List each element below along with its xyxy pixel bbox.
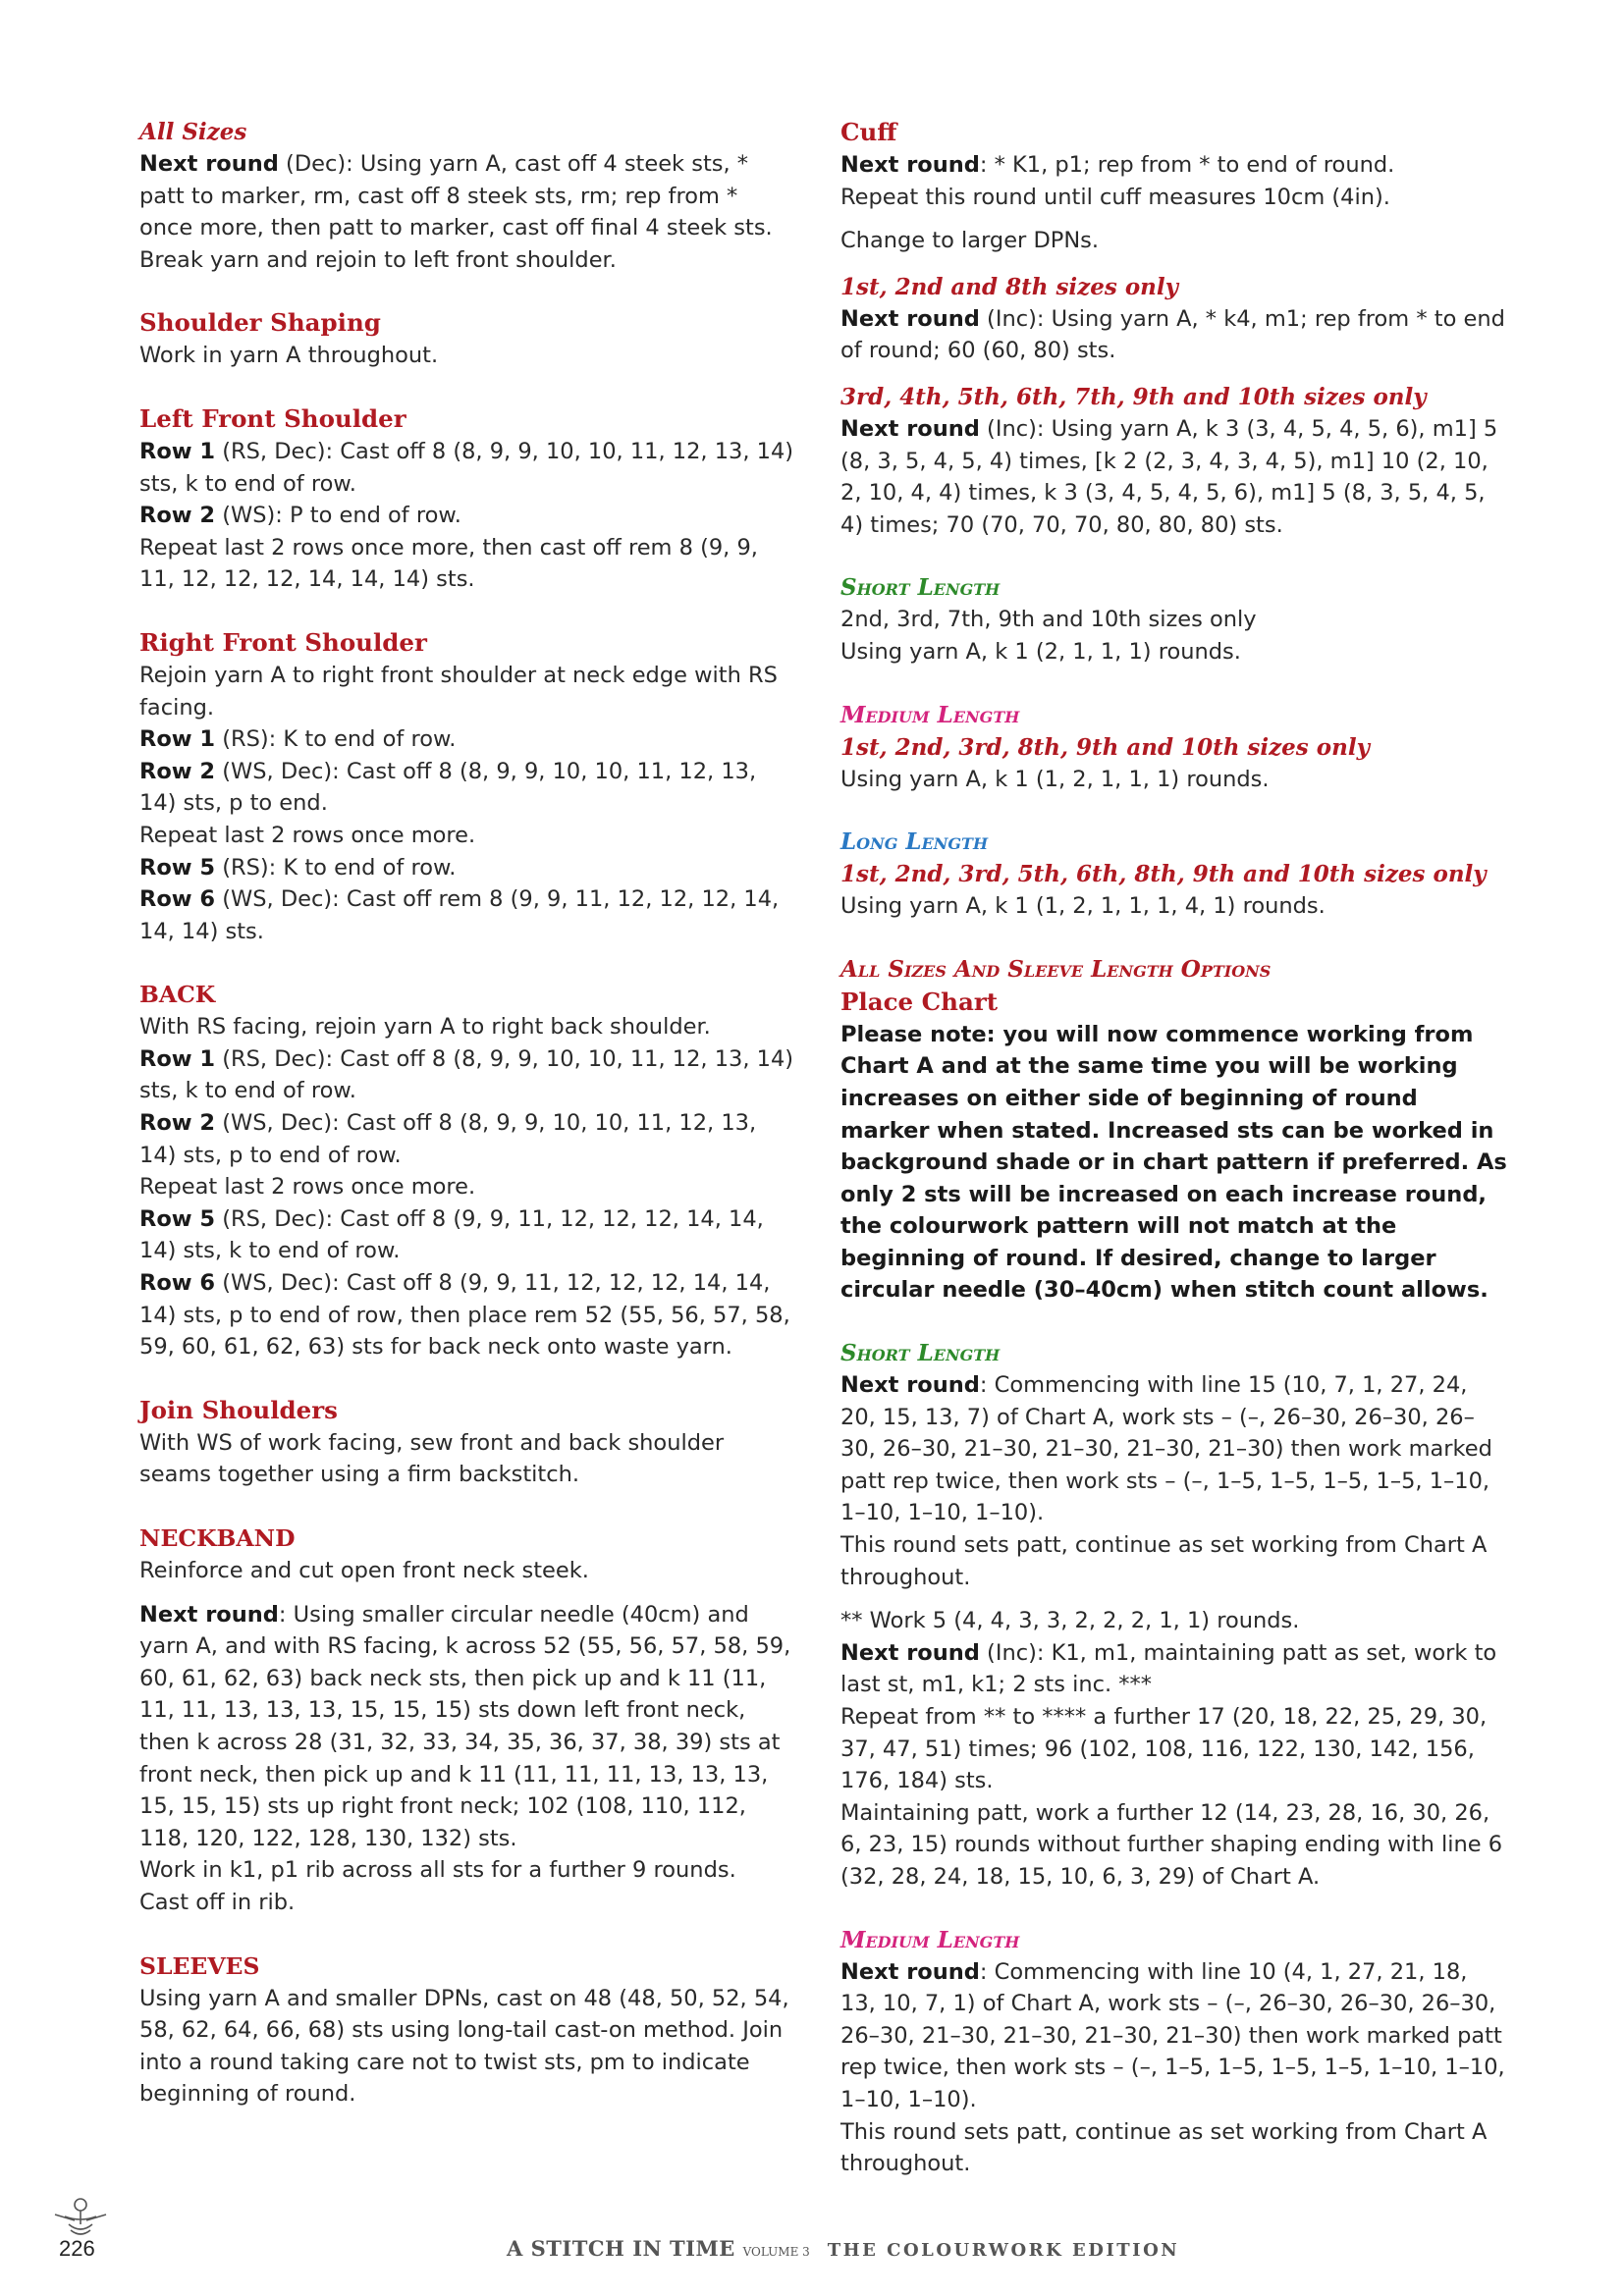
heading-left-front-shoulder: Left Front Shoulder [139,403,406,433]
knitting-figure-icon [41,2195,120,2240]
heading-short-length: Short Length [840,574,1001,602]
note-paragraph: Please note: you will now commence working from Chart A and at the same time you will be working increases on either side of beginning of round marker when stated. Increased sts can be worked in background shade or in chart pattern if preferred. As only 2 sts will be increased on each increase round, the colourwork pattern will not match at the beginning of round. If desired, change to larger circular needle (30–40cm) when stitch count allows. [840,1021,1507,1304]
instruction-line: Next round (Inc): K1, m1, maintaining patt as set, work to last st, m1, k1; 2 sts inc. *** [840,1639,1497,1698]
instruction-line: Repeat last 2 rows once more. [139,822,476,848]
heading-sleeves: SLEEVES [139,1951,260,1980]
instruction-line: Next round (Dec): Using yarn A, cast off 4 steek sts, * patt to marker, rm, cast off 8 steek sts, rm; rep from * once more, then patt to marker, cast off final 4 steek sts. Break yarn and rejoin to left front shoulder. [139,151,773,273]
heading-shoulder-shaping: Shoulder Shaping [139,308,381,338]
section-shoulder-shaping [139,306,797,372]
instruction-line: Repeat last 2 rows once more. [139,1174,476,1201]
instruction-line: Repeat from ** to **** a further 17 (20, 18, 22, 25, 29, 30, 37, 47, 51) times; 96 (102, 108, 116, 122, 130, 142, 156, 176, 184) sts. [840,1704,1488,1794]
section-neckband [139,1522,797,1919]
instruction-line: Row 2 (WS, Dec): Cast off 8 (8, 9, 9, 10, 10, 11, 12, 13, 14) sts, p to end. [139,758,757,817]
section-sizes-b [840,381,1508,541]
instruction-line: Next round (Inc): Using yarn A, k 3 (3, 4, 5, 4, 5, 6), m1] 5 (8, 3, 5, 4, 5, 4) times, [k 2 (2, 3, 4, 3, 4, 5), m1] 10 (2, 10, 2, 10, 4, 4) times, k 3 (3, 4, 5, 4, 5, 6), m1] 5 (8, 3, 5, 4, 5, 4) times; 70 (70, 70, 70, 80, 80, 80) sts. [840,415,1498,538]
instruction-line: Repeat this round until cuff measures 10cm (4in). [840,184,1390,210]
instruction-line: Row 2 (WS, Dec): Cast off 8 (8, 9, 9, 10, 10, 11, 12, 13, 14) sts, p to end of row. [139,1110,757,1168]
instruction-line: 2nd, 3rd, 7th, 9th and 10th sizes only [840,607,1257,633]
heading-sizes-b: 3rd, 4th, 5th, 6th, 7th, 9th and 10th sizes only [840,383,1427,410]
section-short-length-1 [840,571,1508,667]
heading-long-sizes: 1st, 2nd, 3rd, 5th, 6th, 8th, 9th and 10th sizes only [840,861,1487,888]
instruction-line: With WS of work facing, sew front and back shoulder seams together using a firm backstitch. [139,1429,725,1488]
heading-cuff: Cuff [840,118,897,146]
instruction-line: ** Work 5 (4, 4, 3, 3, 2, 2, 2, 1, 1) rounds. [840,1608,1300,1634]
instruction-line: Row 5 (RS): K to end of row. [139,854,457,881]
instruction-line: Next round: Commencing with line 15 (10, 7, 1, 27, 24, 20, 15, 13, 7) of Chart A, work sts – (–, 26–30, 26–30, 26–30, 26–30, 21–30, 21–30, 21–30, 21–30) then work marked patt rep twice, then work sts – (–, 1–5, 1–5, 1–5, 1–5, 1–10, 1–10, 1–10, 1–10). [840,1372,1492,1526]
section-all-sizes [139,116,797,276]
instruction-line: Row 6 (WS, Dec): Cast off 8 (9, 9, 11, 12, 12, 12, 14, 14, 14) sts, p to end of row, then place rem 52 (55, 56, 57, 58, 59, 60, 61, 62, 63) sts for back neck onto waste yarn. [139,1270,790,1361]
section-short-length-2 [840,1337,1508,1894]
instruction-line: Row 6 (WS, Dec): Cast off rem 8 (9, 9, 11, 12, 12, 12, 14, 14, 14) sts. [139,886,780,944]
book-title: A STITCH IN TIME VOLUME 3 THE COLOURWORK EDITION [507,2236,1180,2261]
section-sleeves [139,1949,797,2110]
heading-long-length: Long Length [840,828,989,856]
instruction-line: Row 5 (RS, Dec): Cast off 8 (9, 9, 11, 12, 12, 12, 14, 14, 14) sts, k to end of row. [139,1205,764,1264]
section-medium-length-2 [840,1924,1508,2180]
heading-medium-length: Medium Length [840,1926,1020,1953]
instruction-line: Maintaining patt, work a further 12 (14, 23, 28, 16, 30, 26, 6, 23, 15) rounds without further shaping ending with line 6 (32, 28, 24, 18, 15, 10, 6, 3, 29) of Chart A. [840,1799,1503,1890]
instruction-line: With RS facing, rejoin yarn A to right back shoulder. [139,1014,711,1041]
instruction-line: Reinforce and cut open front neck steek. [139,1558,589,1583]
instruction-line: Using yarn A and smaller DPNs, cast on 48 (48, 50, 52, 54, 58, 62, 64, 66, 68) sts using long-tail cast-on method. Join into a round taking care not to twist sts, pm to indicate beginning of round. [139,1985,789,2108]
instruction-line: Change to larger DPNs. [840,228,1100,254]
section-cuff [840,116,1508,257]
heading-join-shoulders: Join Shoulders [139,1395,338,1424]
section-long-length [840,826,1508,923]
instruction-line: Work in yarn A throughout. [139,343,439,369]
instruction-line: Row 1 (RS, Dec): Cast off 8 (8, 9, 9, 10, 10, 11, 12, 13, 14) sts, k to end of row. [139,1045,794,1104]
heading-medium-length: Medium Length [840,701,1020,728]
section-left-front-shoulder [139,402,797,596]
instruction-line: This round sets patt, continue as set working from Chart A throughout. [840,1532,1488,1590]
heading-all-sizes-sleeve: All Sizes And Sleeve Length Options [840,955,1272,983]
heading-all-sizes: All Sizes [139,119,247,145]
section-all-sizes-sleeve [840,953,1508,1307]
instruction-line: This round sets patt, continue as set working from Chart A throughout. [840,2118,1488,2177]
left-column [139,116,797,2141]
heading-place-chart: Place Chart [840,987,999,1016]
instruction-line: Row 1 (RS): K to end of row. [139,726,457,753]
instruction-line: Next round: Commencing with line 10 (4, 1, 27, 21, 18, 13, 10, 7, 1) of Chart A, work sts – (–, 26–30, 26–30, 26–30, 26–30, 21–30, 21–30, 21–30, 21–30) then work marked patt rep twice, then work sts – (–, 1–5, 1–5, 1–5, 1–5, 1–10, 1–10, 1–10, 1–10). [840,1958,1505,2112]
instruction-line: Rejoin yarn A to right front shoulder at neck edge with RS facing. [139,662,778,721]
instruction-line: Next round: Using smaller circular needle (40cm) and yarn A, and with RS facing, k across 52 (55, 56, 57, 58, 59, 60, 61, 62, 63) back neck sts, then pick up and k 11 (11, 11, 11, 13, 13, 13, 15, 15, 15) sts down left front neck, then k across 28 (31, 32, 33, 34, 35, 36, 37, 38, 39) sts at front neck, then pick up and k 11 (11, 11, 11, 13, 13, 13, 15, 15, 15) sts up right front neck; 102 (108, 110, 112, 118, 120, 122, 128, 130, 132) sts. [139,1601,791,1851]
instruction-line: Next round (Inc): Using yarn A, * k4, m1; rep from * to end of round; 60 (60, 80) sts. [840,305,1505,364]
section-join-shoulders [139,1394,797,1491]
section-medium-length-1 [840,699,1508,796]
instruction-line: Using yarn A, k 1 (2, 1, 1, 1) rounds. [840,638,1241,665]
instruction-line: Next round: * K1, p1; rep from * to end of round. [840,152,1395,178]
instruction-line: Using yarn A, k 1 (1, 2, 1, 1, 1) rounds. [840,766,1270,792]
heading-right-front-shoulder: Right Front Shoulder [139,627,427,657]
section-right-front-shoulder [139,626,797,947]
instruction-line: Row 2 (WS): P to end of row. [139,503,461,529]
heading-sizes-a: 1st, 2nd and 8th sizes only [840,273,1178,300]
instruction-line: Using yarn A, k 1 (1, 2, 1, 1, 1, 4, 1) rounds. [840,893,1326,920]
heading-short-length: Short Length [840,1340,1001,1367]
heading-neckband: NECKBAND [139,1524,296,1552]
right-column [840,116,1508,2211]
instruction-line: Row 1 (RS, Dec): Cast off 8 (8, 9, 9, 10, 10, 11, 12, 13, 14) sts, k to end of row. [139,438,794,497]
section-sizes-a [840,271,1508,367]
section-back [139,978,797,1363]
instruction-line: Cast off in rib. [139,1889,296,1915]
heading-back: BACK [139,981,216,1009]
heading-medium-sizes: 1st, 2nd, 3rd, 8th, 9th and 10th sizes only [840,733,1370,761]
instruction-line: Work in k1, p1 rib across all sts for a further 9 rounds. [139,1857,736,1884]
instruction-line: Repeat last 2 rows once more, then cast off rem 8 (9, 9, 11, 12, 12, 12, 14, 14, 14) sts. [139,534,758,593]
page-footer [0,2220,1624,2279]
page-number: 226 [59,2236,95,2261]
